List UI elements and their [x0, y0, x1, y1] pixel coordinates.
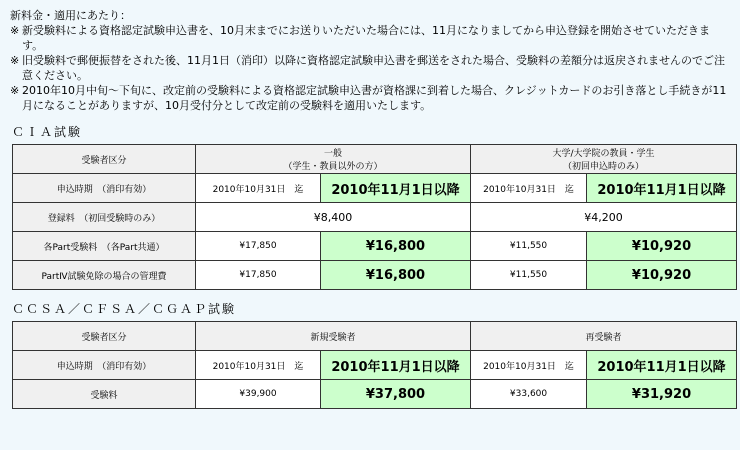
old-value: ¥11,550: [471, 261, 587, 290]
new-value: ¥16,800: [321, 232, 471, 261]
note-1: [10, 23, 730, 53]
new-value: ¥10,920: [587, 232, 737, 261]
row-label: 申込時期 （消印有効）: [13, 174, 196, 203]
note-2: [10, 53, 730, 83]
old-value: ¥33,600: [471, 380, 587, 409]
row-label: 申込時期 （消印有効）: [13, 351, 196, 380]
table-row: [13, 232, 737, 261]
old-value: ¥17,850: [196, 261, 321, 290]
table-row: [13, 261, 737, 290]
merged-value: ¥8,400: [196, 203, 471, 232]
new-value: ¥37,800: [321, 380, 471, 409]
table-row: [13, 351, 737, 380]
cia-fee-table: [12, 144, 737, 290]
header-category: 受験者区分: [13, 145, 196, 174]
old-value: ¥39,900: [196, 380, 321, 409]
table-row: [13, 380, 737, 409]
header-general-label: 一般: [324, 149, 343, 159]
new-value: ¥31,920: [587, 380, 737, 409]
row-label: 登録料 （初回受験時のみ）: [13, 203, 196, 232]
note-text: 2010年10月中旬～下旬に、改定前の受験料による資格認定試験申込書が資格課に到着した場合、クレジットカードのお引き落とし手続きが11月になることがありますが、10月受付分として改定前の受験料を適用いたします。: [22, 84, 727, 112]
note-text: 新受験料による資格認定試験申込書を、10月末までにお送りいただいた場合には、11月になりましてから申込登録を開始させていただきます。: [22, 24, 710, 52]
note-mark: ※: [10, 84, 20, 97]
intro-notes: [10, 8, 730, 113]
new-value: 2010年11月1日以降: [321, 174, 471, 203]
note-text: 旧受験料で郵便振替をされた後、11月1日（消印）以降に資格認定試験申込書を郵送をされた場合、受験料の差額分は返戻されませんのでご注意ください。: [22, 54, 725, 82]
ccsa-fee-table: [12, 321, 737, 409]
old-value: ¥11,550: [471, 232, 587, 261]
header-general: [196, 145, 471, 174]
note-3: [10, 83, 730, 113]
header-academic-sub: （初回申込時のみ）: [563, 162, 645, 172]
new-value: ¥16,800: [321, 261, 471, 290]
intro-heading: 新料金・適用にあたり：: [10, 9, 131, 22]
header-re-exam: 再受験者: [471, 322, 737, 351]
note-mark: ※: [10, 54, 20, 67]
old-value: 2010年10月31日 迄: [196, 351, 321, 380]
header-academic-label: 大学/大学院の教員・学生: [552, 149, 655, 159]
merged-value: ¥4,200: [471, 203, 737, 232]
old-value: 2010年10月31日 迄: [471, 174, 587, 203]
note-mark: ※: [10, 24, 20, 37]
header-category: 受験者区分: [13, 322, 196, 351]
cia-section-title: ＣＩＡ試験: [12, 125, 83, 139]
new-value: 2010年11月1日以降: [321, 351, 471, 380]
table-row: [13, 203, 737, 232]
table-row: [13, 174, 737, 203]
header-academic: [471, 145, 737, 174]
row-label: PartⅣ試験免除の場合の管理費: [13, 261, 196, 290]
old-value: 2010年10月31日 迄: [471, 351, 587, 380]
page-content: [10, 8, 730, 409]
ccsa-section-title: ＣＣＳＡ／ＣＦＳＡ／ＣＧＡＰ試験: [12, 302, 237, 316]
row-label: 各Part受験料 （各Part共通）: [13, 232, 196, 261]
table-header-row: [13, 322, 737, 351]
new-value: 2010年11月1日以降: [587, 174, 737, 203]
old-value: 2010年10月31日 迄: [196, 174, 321, 203]
table-header-row: [13, 145, 737, 174]
header-new-exam: 新規受験者: [196, 322, 471, 351]
new-value: 2010年11月1日以降: [587, 351, 737, 380]
header-general-sub: （学生・教員以外の方）: [283, 162, 383, 172]
row-label: 受験料: [13, 380, 196, 409]
new-value: ¥10,920: [587, 261, 737, 290]
old-value: ¥17,850: [196, 232, 321, 261]
